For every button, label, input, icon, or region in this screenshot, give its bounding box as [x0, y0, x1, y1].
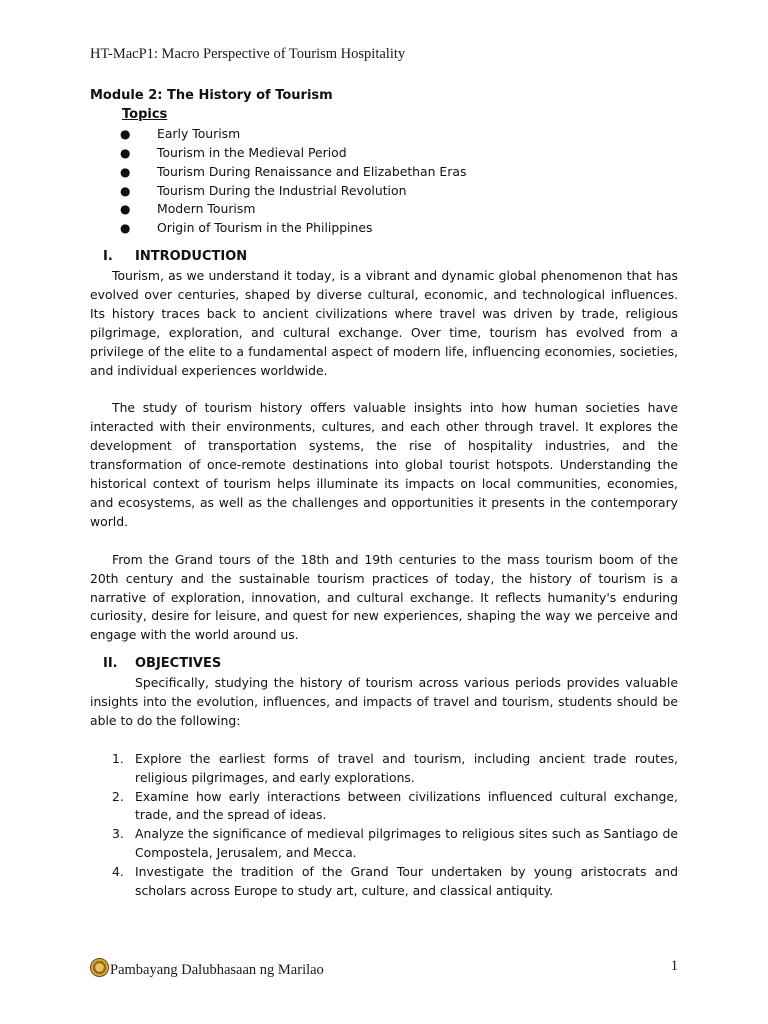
list-item: ● Origin of Tourism in the Philippines [90, 219, 678, 238]
intro-paragraph-3: From the Grand tours of the 18th and 19th centuries to the mass tourism boom of the 20th century and the sustainable tourism practices of today, the history of tourism is a narrative of exploration, innovation, and cultural exchange. It reflects humanity's enduring curiosity, desire for leisure, and quest for new experiences, shaping the way we perceive and engage with the world around us. [90, 551, 678, 643]
section-heading-objectives [90, 655, 678, 674]
bullet-icon: ● [120, 164, 131, 179]
list-item: 3. Analyze the significance of medieval pilgrimages to religious sites such as Santiago de Compostela, Jerusalem, and Mecca. [112, 826, 678, 861]
list-item: ● Tourism During the Industrial Revolution [90, 182, 678, 201]
topics-label: Topics [122, 106, 168, 122]
list-item: 2. Examine how early interactions between civilizations influenced cultural exchange, trade, and the spread of ideas. [112, 788, 678, 823]
bullet-icon: ● [120, 145, 131, 160]
page-header: HT-MacP1: Macro Perspective of Tourism Hospitality [90, 46, 406, 62]
list-item: ● Modern Tourism [90, 200, 678, 219]
topics-list [90, 125, 678, 238]
bullet-icon: ● [120, 202, 131, 217]
bullet-icon: ● [120, 126, 131, 141]
section-title: OBJECTIVES [135, 656, 222, 672]
list-item: 1. Explore the earliest forms of travel and tourism, including ancient trade routes, religious pilgrimages, and early explorations. [112, 750, 678, 785]
page-footer [90, 958, 678, 979]
list-item: 4. Investigate the tradition of the Grand Tour undertaken by young aristocrats and scholars across Europe to study art, culture, and classical antiquity. [112, 864, 678, 899]
bullet-icon: ● [120, 183, 131, 198]
list-item: ● Early Tourism [90, 125, 678, 144]
list-item: ● Tourism During Renaissance and Elizabethan Eras [90, 163, 678, 182]
objectives-list [90, 750, 678, 901]
document-body [90, 87, 678, 901]
intro-paragraph-1: Tourism, as we understand it today, is a vibrant and dynamic global phenomenon that has evolved over centuries, shaped by diverse cultural, economic, and technological influences. Its history traces back to ancient civilizations where travel was driven by trade, religious pilgrimage, exploration, and cultural exchange. Over time, tourism has evolved from a privilege of the elite to a fundamental aspect of modern life, influencing economies, societies, and individual experiences worldwide. [90, 268, 678, 378]
objectives-intro: Specifically, studying the history of tourism across various periods provides valuable insights into the evolution, influences, and impacts of travel and tourism, students should be able to do the following: [90, 675, 678, 728]
school-seal-icon [90, 958, 109, 977]
institution-name: Pambayang Dalubhasaan ng Marilao [110, 962, 324, 978]
page-number: 1 [670, 958, 678, 974]
bullet-icon: ● [120, 221, 131, 236]
section-heading-introduction [90, 248, 678, 267]
section-number: I. [103, 249, 113, 265]
section-title: INTRODUCTION [135, 249, 248, 265]
section-number: II. [103, 656, 118, 672]
list-item: ● Tourism in the Medieval Period [90, 144, 678, 163]
module-title: Module 2: The History of Tourism [90, 88, 333, 103]
intro-paragraph-2: The study of tourism history offers valuable insights into how human societies have interacted with their environments, cultures, and each other through travel. It explores the development of transportation systems, the rise of hospitality industries, and the transformation of once-remote destinations into global tourist hotspots. Understanding the historical context of tourism helps illuminate its impacts on local communities, economies, and ecosystems, as well as the challenges and opportunities it presents in the contemporary world. [90, 400, 678, 529]
